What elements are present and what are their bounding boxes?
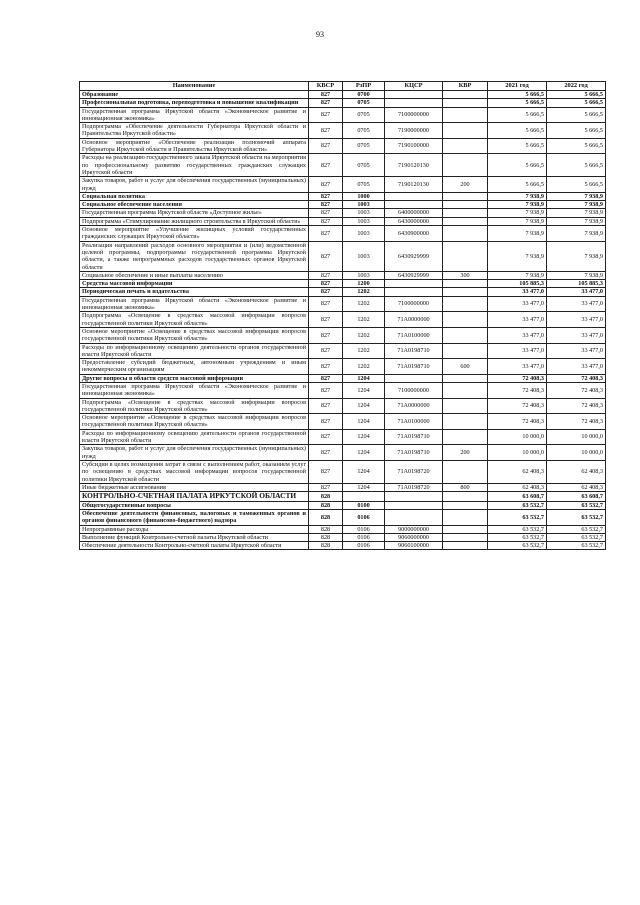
cell-amount-2021: 33 477,0 bbox=[488, 312, 547, 328]
cell-amount-2021: 5 666,5 bbox=[488, 107, 547, 123]
table-row bbox=[80, 217, 606, 225]
cell-kvr bbox=[443, 414, 488, 430]
cell-rzpr: 1204 bbox=[343, 414, 385, 430]
cell-amount-2022: 7 938,9 bbox=[547, 209, 606, 217]
cell-kcsr bbox=[385, 288, 443, 296]
cell-rzpr: 1202 bbox=[343, 312, 385, 328]
cell-amount-2022: 33 477,0 bbox=[547, 343, 606, 359]
table-row bbox=[80, 209, 606, 217]
table-row bbox=[80, 382, 606, 398]
cell-amount-2022: 33 477,0 bbox=[547, 327, 606, 343]
cell-amount-2021: 63 532,7 bbox=[488, 542, 547, 550]
table-header bbox=[80, 82, 606, 91]
cell-kvsr: 828 bbox=[309, 509, 343, 525]
cell-kvsr: 827 bbox=[309, 209, 343, 217]
cell-kcsr: 7190120130 bbox=[385, 154, 443, 177]
cell-kvr bbox=[443, 201, 488, 209]
cell-kcsr bbox=[385, 492, 443, 502]
table-row bbox=[80, 123, 606, 139]
cell-rzpr: 1003 bbox=[343, 217, 385, 225]
cell-kvsr: 827 bbox=[309, 192, 343, 200]
cell-name: КОНТРОЛЬНО-СЧЕТНАЯ ПАЛАТА ИРКУТСКОЙ ОБЛАСТИ bbox=[80, 492, 309, 502]
cell-amount-2021: 5 666,5 bbox=[488, 177, 547, 193]
cell-name: Социальное обеспечение населения bbox=[80, 201, 309, 209]
cell-amount-2022: 10 000,0 bbox=[547, 429, 606, 445]
table-row bbox=[80, 226, 606, 242]
cell-kvr bbox=[443, 154, 488, 177]
cell-name: Подпрограмма «Стимулирование жилищного строительства в Иркутской области» bbox=[80, 217, 309, 225]
cell-name: Обеспечение деятельности Контрольно-счетной палаты Иркутской области bbox=[80, 542, 309, 550]
cell-kcsr: 6430900000 bbox=[385, 226, 443, 242]
cell-kcsr: 7100000000 bbox=[385, 107, 443, 123]
cell-amount-2022: 62 408,3 bbox=[547, 460, 606, 483]
cell-amount-2022: 33 477,0 bbox=[547, 312, 606, 328]
cell-kvr bbox=[443, 107, 488, 123]
cell-kvsr: 827 bbox=[309, 271, 343, 279]
cell-kvsr: 827 bbox=[309, 374, 343, 382]
cell-amount-2022: 33 477,0 bbox=[547, 296, 606, 312]
cell-rzpr: 0700 bbox=[343, 91, 385, 99]
cell-amount-2021: 7 938,9 bbox=[488, 226, 547, 242]
cell-kcsr: 6430929999 bbox=[385, 241, 443, 271]
cell-amount-2022: 5 666,5 bbox=[547, 138, 606, 154]
cell-amount-2021: 33 477,0 bbox=[488, 296, 547, 312]
cell-kvr bbox=[443, 398, 488, 414]
cell-kcsr bbox=[385, 192, 443, 200]
cell-amount-2021: 7 938,9 bbox=[488, 241, 547, 271]
cell-name: Средства массовой информации bbox=[80, 280, 309, 288]
header-kvsr: КВСР bbox=[309, 82, 343, 91]
cell-kvr bbox=[443, 123, 488, 139]
cell-amount-2022: 10 000,0 bbox=[547, 445, 606, 461]
cell-amount-2022: 72 408,3 bbox=[547, 374, 606, 382]
cell-name: Закупка товаров, работ и услуг для обеспечения государственных (муниципальных) нужд bbox=[80, 177, 309, 193]
cell-amount-2021: 10 000,0 bbox=[488, 445, 547, 461]
cell-kvr: 300 bbox=[443, 271, 488, 279]
cell-kcsr: 71А0000000 bbox=[385, 398, 443, 414]
cell-kcsr: 7190000000 bbox=[385, 123, 443, 139]
cell-rzpr: 1003 bbox=[343, 241, 385, 271]
cell-rzpr: 0705 bbox=[343, 123, 385, 139]
cell-rzpr: 0705 bbox=[343, 177, 385, 193]
header-kvr: КВР bbox=[443, 82, 488, 91]
cell-kvsr: 827 bbox=[309, 288, 343, 296]
cell-kvsr: 827 bbox=[309, 296, 343, 312]
cell-kvr bbox=[443, 192, 488, 200]
table-row bbox=[80, 492, 606, 502]
cell-rzpr: 1204 bbox=[343, 483, 385, 491]
cell-kvr bbox=[443, 429, 488, 445]
cell-amount-2022: 7 938,9 bbox=[547, 241, 606, 271]
cell-amount-2022: 5 666,5 bbox=[547, 91, 606, 99]
cell-name: Обеспечение деятельности финансовых, налоговых и таможенных органов и органов финансового (финансово-бюджетного) надзора bbox=[80, 509, 309, 525]
table-row bbox=[80, 288, 606, 296]
table-row bbox=[80, 241, 606, 271]
cell-kvsr: 828 bbox=[309, 492, 343, 502]
cell-rzpr: 1204 bbox=[343, 398, 385, 414]
cell-name: Основное мероприятие «Освещение в средствах массовой информации вопросов государственной политики Иркутской области» bbox=[80, 414, 309, 430]
cell-rzpr: 0705 bbox=[343, 107, 385, 123]
cell-kvsr: 827 bbox=[309, 226, 343, 242]
cell-rzpr: 1202 bbox=[343, 359, 385, 375]
cell-name: Расходы на реализацию государственного заказа Иркутской области на мероприятия по профессиональному развитию государственных гражданских служащих Иркутской области bbox=[80, 154, 309, 177]
cell-amount-2022: 105 885,3 bbox=[547, 280, 606, 288]
cell-kcsr bbox=[385, 501, 443, 509]
cell-name: Расходы по информационному освещению деятельности органов государственной власти Иркутской области bbox=[80, 343, 309, 359]
cell-rzpr: 0106 bbox=[343, 525, 385, 533]
cell-amount-2022: 72 408,3 bbox=[547, 414, 606, 430]
cell-kcsr: 7100000000 bbox=[385, 296, 443, 312]
cell-kcsr: 7100000000 bbox=[385, 382, 443, 398]
cell-amount-2022: 63 532,7 bbox=[547, 501, 606, 509]
cell-rzpr: 1204 bbox=[343, 374, 385, 382]
page-number: 93 bbox=[316, 30, 324, 39]
cell-kcsr bbox=[385, 280, 443, 288]
cell-kcsr: 6430929999 bbox=[385, 271, 443, 279]
cell-kvr bbox=[443, 217, 488, 225]
cell-kcsr: 71А0198710 bbox=[385, 343, 443, 359]
table-row bbox=[80, 509, 606, 525]
table-row bbox=[80, 501, 606, 509]
cell-kcsr: 71А0198710 bbox=[385, 429, 443, 445]
cell-kcsr: 6430000000 bbox=[385, 217, 443, 225]
cell-amount-2021: 62 408,3 bbox=[488, 460, 547, 483]
cell-kvsr: 827 bbox=[309, 217, 343, 225]
table-row bbox=[80, 327, 606, 343]
cell-kvr bbox=[443, 374, 488, 382]
cell-amount-2021: 63 532,7 bbox=[488, 509, 547, 525]
cell-name: Подпрограмма «Освещение в средствах массовой информации вопросов государственной политики Иркутской области» bbox=[80, 398, 309, 414]
cell-rzpr: 0705 bbox=[343, 99, 385, 107]
header-year-2022: 2022 год bbox=[547, 82, 606, 91]
cell-amount-2021: 5 666,5 bbox=[488, 99, 547, 107]
cell-kvsr: 827 bbox=[309, 327, 343, 343]
cell-name: Основное мероприятие «Освещение в средствах массовой информации вопросов государственной политики Иркутской области» bbox=[80, 327, 309, 343]
table-row bbox=[80, 429, 606, 445]
cell-kvsr: 827 bbox=[309, 445, 343, 461]
cell-name: Реализация направлений расходов основного мероприятия и (или) ведомственной целевой программы, подпрограммы государственной программы Иркутской области, а также непрограммных расходов государственных органов Иркутской области bbox=[80, 241, 309, 271]
cell-kvr bbox=[443, 138, 488, 154]
table-row bbox=[80, 192, 606, 200]
cell-amount-2021: 72 408,3 bbox=[488, 382, 547, 398]
table-body bbox=[80, 91, 606, 550]
cell-rzpr: 1003 bbox=[343, 271, 385, 279]
cell-amount-2022: 63 532,7 bbox=[547, 525, 606, 533]
cell-rzpr: 1204 bbox=[343, 382, 385, 398]
cell-amount-2022: 72 408,3 bbox=[547, 382, 606, 398]
cell-amount-2021: 63 608,7 bbox=[488, 492, 547, 502]
cell-name: Другие вопросы в области средств массовой информации bbox=[80, 374, 309, 382]
cell-amount-2022: 33 477,0 bbox=[547, 359, 606, 375]
cell-name: Основное мероприятие «Улучшение жилищных условий государственных гражданских служащих Иркутской области» bbox=[80, 226, 309, 242]
cell-amount-2022: 7 938,9 bbox=[547, 226, 606, 242]
cell-rzpr: 0106 bbox=[343, 542, 385, 550]
cell-kcsr bbox=[385, 374, 443, 382]
header-name: Наименование bbox=[80, 82, 309, 91]
cell-kvsr: 828 bbox=[309, 542, 343, 550]
cell-rzpr: 1202 bbox=[343, 327, 385, 343]
cell-name: Общегосударственные вопросы bbox=[80, 501, 309, 509]
cell-amount-2021: 33 477,0 bbox=[488, 327, 547, 343]
cell-kvsr: 827 bbox=[309, 280, 343, 288]
cell-kvr bbox=[443, 382, 488, 398]
cell-kvr bbox=[443, 542, 488, 550]
table-row bbox=[80, 99, 606, 107]
cell-rzpr: 1204 bbox=[343, 429, 385, 445]
cell-kvr bbox=[443, 525, 488, 533]
cell-kvr bbox=[443, 99, 488, 107]
cell-name: Иные бюджетные ассигнования bbox=[80, 483, 309, 491]
cell-kcsr bbox=[385, 91, 443, 99]
cell-amount-2022: 5 666,5 bbox=[547, 177, 606, 193]
cell-rzpr: 1200 bbox=[343, 280, 385, 288]
cell-kcsr: 71А0198710 bbox=[385, 359, 443, 375]
budget-table bbox=[79, 81, 606, 550]
cell-kvsr: 827 bbox=[309, 91, 343, 99]
cell-kvsr: 827 bbox=[309, 138, 343, 154]
table-row bbox=[80, 201, 606, 209]
cell-amount-2022: 63 532,7 bbox=[547, 509, 606, 525]
cell-rzpr: 0100 bbox=[343, 501, 385, 509]
cell-amount-2021: 105 885,3 bbox=[488, 280, 547, 288]
cell-kvr bbox=[443, 312, 488, 328]
cell-kvr bbox=[443, 226, 488, 242]
header-kcsr: КЦСР bbox=[385, 82, 443, 91]
cell-amount-2022: 5 666,5 bbox=[547, 107, 606, 123]
cell-amount-2021: 7 938,9 bbox=[488, 201, 547, 209]
cell-name: Субсидии в целях возмещения затрат в связи с выполнением работ, оказанием услуг по освещению в средствах массовой информации вопросов государственной политики Иркутской области bbox=[80, 460, 309, 483]
cell-kcsr: 7190120130 bbox=[385, 177, 443, 193]
cell-kvsr: 827 bbox=[309, 201, 343, 209]
cell-kvr bbox=[443, 280, 488, 288]
cell-amount-2021: 7 938,9 bbox=[488, 271, 547, 279]
cell-kvr bbox=[443, 91, 488, 99]
cell-kvr bbox=[443, 288, 488, 296]
cell-kvr bbox=[443, 492, 488, 502]
cell-kvsr: 827 bbox=[309, 414, 343, 430]
cell-kvsr: 828 bbox=[309, 525, 343, 533]
cell-name: Профессиональная подготовка, переподготовка и повышение квалификации bbox=[80, 99, 309, 107]
cell-kvr bbox=[443, 296, 488, 312]
cell-kcsr: 9000000000 bbox=[385, 525, 443, 533]
table-row bbox=[80, 177, 606, 193]
cell-kvsr: 828 bbox=[309, 533, 343, 541]
cell-kvr bbox=[443, 327, 488, 343]
cell-name: Образование bbox=[80, 91, 309, 99]
cell-kvr bbox=[443, 501, 488, 509]
table-row bbox=[80, 398, 606, 414]
table-row bbox=[80, 271, 606, 279]
cell-amount-2021: 63 532,7 bbox=[488, 533, 547, 541]
table-row bbox=[80, 542, 606, 550]
table-row bbox=[80, 91, 606, 99]
cell-amount-2022: 63 608,7 bbox=[547, 492, 606, 502]
cell-kvr bbox=[443, 509, 488, 525]
cell-amount-2022: 5 666,5 bbox=[547, 99, 606, 107]
cell-rzpr: 1204 bbox=[343, 460, 385, 483]
cell-kvr: 200 bbox=[443, 177, 488, 193]
cell-kvsr: 827 bbox=[309, 483, 343, 491]
cell-kvsr: 827 bbox=[309, 359, 343, 375]
cell-rzpr: 1204 bbox=[343, 445, 385, 461]
cell-amount-2021: 63 532,7 bbox=[488, 525, 547, 533]
cell-kcsr: 9060100000 bbox=[385, 542, 443, 550]
cell-amount-2021: 33 477,0 bbox=[488, 359, 547, 375]
cell-name: Государственная программа Иркутской области «Доступное жилье» bbox=[80, 209, 309, 217]
cell-amount-2021: 72 408,3 bbox=[488, 414, 547, 430]
cell-kcsr: 7190100000 bbox=[385, 138, 443, 154]
cell-name: Закупка товаров, работ и услуг для обеспечения государственных (муниципальных) нужд bbox=[80, 445, 309, 461]
cell-kcsr: 71А0198720 bbox=[385, 460, 443, 483]
cell-kvr: 800 bbox=[443, 483, 488, 491]
cell-amount-2021: 7 938,9 bbox=[488, 217, 547, 225]
cell-kvr bbox=[443, 533, 488, 541]
cell-amount-2022: 7 938,9 bbox=[547, 192, 606, 200]
cell-amount-2021: 5 666,5 bbox=[488, 91, 547, 99]
cell-rzpr: 0106 bbox=[343, 509, 385, 525]
cell-kvsr: 827 bbox=[309, 312, 343, 328]
cell-name: Периодическая печать и издательства bbox=[80, 288, 309, 296]
cell-kcsr: 71А0198710 bbox=[385, 445, 443, 461]
cell-amount-2021: 7 938,9 bbox=[488, 192, 547, 200]
table-row bbox=[80, 280, 606, 288]
cell-amount-2022: 7 938,9 bbox=[547, 217, 606, 225]
cell-amount-2021: 33 477,0 bbox=[488, 288, 547, 296]
cell-amount-2022: 63 532,7 bbox=[547, 533, 606, 541]
cell-amount-2021: 5 666,5 bbox=[488, 123, 547, 139]
cell-amount-2022: 5 666,5 bbox=[547, 154, 606, 177]
cell-kvsr: 827 bbox=[309, 382, 343, 398]
cell-amount-2021: 7 938,9 bbox=[488, 209, 547, 217]
cell-kcsr: 71А0100000 bbox=[385, 414, 443, 430]
cell-rzpr: 1202 bbox=[343, 343, 385, 359]
cell-amount-2021: 5 666,5 bbox=[488, 154, 547, 177]
cell-name: Государственная программа Иркутской области «Экономическое развитие и инновационная экономика» bbox=[80, 382, 309, 398]
cell-amount-2022: 33 477,0 bbox=[547, 288, 606, 296]
cell-amount-2022: 63 532,7 bbox=[547, 542, 606, 550]
cell-kvsr: 827 bbox=[309, 398, 343, 414]
cell-name: Подпрограмма «Освещение в средствах массовой информации вопросов государственной политики Иркутской области» bbox=[80, 312, 309, 328]
cell-kvr bbox=[443, 241, 488, 271]
cell-kvr bbox=[443, 209, 488, 217]
table-row bbox=[80, 343, 606, 359]
cell-name: Государственная программа Иркутской области «Экономическое развитие и инновационная экономика» bbox=[80, 296, 309, 312]
cell-rzpr: 1003 bbox=[343, 226, 385, 242]
cell-amount-2022: 7 938,9 bbox=[547, 271, 606, 279]
cell-kcsr: 6400000000 bbox=[385, 209, 443, 217]
cell-kcsr: 71А0198720 bbox=[385, 483, 443, 491]
cell-kvsr: 827 bbox=[309, 241, 343, 271]
table-row bbox=[80, 359, 606, 375]
table-row bbox=[80, 525, 606, 533]
cell-kvsr: 827 bbox=[309, 429, 343, 445]
cell-name: Социальное обеспечение и иные выплаты населению bbox=[80, 271, 309, 279]
cell-amount-2022: 5 666,5 bbox=[547, 123, 606, 139]
cell-amount-2021: 63 532,7 bbox=[488, 501, 547, 509]
cell-amount-2022: 7 938,9 bbox=[547, 201, 606, 209]
table-row bbox=[80, 296, 606, 312]
cell-kvsr: 827 bbox=[309, 177, 343, 193]
cell-amount-2022: 62 408,3 bbox=[547, 483, 606, 491]
cell-kcsr: 71А0000000 bbox=[385, 312, 443, 328]
cell-kvsr: 828 bbox=[309, 501, 343, 509]
cell-rzpr bbox=[343, 492, 385, 502]
table-row bbox=[80, 374, 606, 382]
cell-rzpr: 0705 bbox=[343, 154, 385, 177]
table-row bbox=[80, 154, 606, 177]
cell-kvsr: 827 bbox=[309, 99, 343, 107]
header-year-2021: 2021 год bbox=[488, 82, 547, 91]
cell-amount-2021: 72 408,3 bbox=[488, 398, 547, 414]
cell-amount-2022: 72 408,3 bbox=[547, 398, 606, 414]
cell-rzpr: 0705 bbox=[343, 138, 385, 154]
cell-amount-2021: 33 477,0 bbox=[488, 343, 547, 359]
cell-rzpr: 1202 bbox=[343, 296, 385, 312]
cell-name: Непрограммные расходы bbox=[80, 525, 309, 533]
cell-amount-2021: 5 666,5 bbox=[488, 138, 547, 154]
cell-name: Социальная политика bbox=[80, 192, 309, 200]
cell-kvr bbox=[443, 460, 488, 483]
cell-name: Государственная программа Иркутской области «Экономическое развитие и инновационная экономика» bbox=[80, 107, 309, 123]
cell-kcsr: 71А0100000 bbox=[385, 327, 443, 343]
cell-name: Подпрограмма «Обеспечение деятельности Губернатора Иркутской области и Правительства Иркутской области» bbox=[80, 123, 309, 139]
table-row bbox=[80, 138, 606, 154]
cell-rzpr: 1000 bbox=[343, 192, 385, 200]
cell-amount-2021: 72 408,3 bbox=[488, 374, 547, 382]
table-row bbox=[80, 460, 606, 483]
cell-kvr: 600 bbox=[443, 359, 488, 375]
cell-rzpr: 1202 bbox=[343, 288, 385, 296]
cell-kvsr: 827 bbox=[309, 460, 343, 483]
cell-kvsr: 827 bbox=[309, 343, 343, 359]
cell-amount-2021: 10 000,0 bbox=[488, 429, 547, 445]
cell-kvsr: 827 bbox=[309, 154, 343, 177]
cell-kcsr bbox=[385, 99, 443, 107]
cell-kvsr: 827 bbox=[309, 107, 343, 123]
table-row bbox=[80, 107, 606, 123]
cell-kcsr: 9060000000 bbox=[385, 533, 443, 541]
cell-rzpr: 1003 bbox=[343, 201, 385, 209]
cell-name: Предоставление субсидий бюджетным, автономным учреждениям и иным некоммерческим организациям bbox=[80, 359, 309, 375]
cell-kvsr: 827 bbox=[309, 123, 343, 139]
cell-kcsr bbox=[385, 201, 443, 209]
cell-name: Основное мероприятие «Обеспечение реализации полномочий аппарата Губернатора Иркутской области и Правительства Иркутской области» bbox=[80, 138, 309, 154]
cell-kvr: 200 bbox=[443, 445, 488, 461]
table-row bbox=[80, 312, 606, 328]
cell-rzpr: 0106 bbox=[343, 533, 385, 541]
header-rzpr: РзПР bbox=[343, 82, 385, 91]
cell-amount-2021: 62 408,3 bbox=[488, 483, 547, 491]
cell-kvr bbox=[443, 343, 488, 359]
cell-rzpr: 1003 bbox=[343, 209, 385, 217]
cell-kcsr bbox=[385, 509, 443, 525]
cell-name: Расходы по информационному освещению деятельности органов государственной власти Иркутской области bbox=[80, 429, 309, 445]
table-row bbox=[80, 414, 606, 430]
table-row bbox=[80, 445, 606, 461]
cell-name: Выполнение функций Контрольно-счетной палаты Иркутской области bbox=[80, 533, 309, 541]
table-row bbox=[80, 533, 606, 541]
